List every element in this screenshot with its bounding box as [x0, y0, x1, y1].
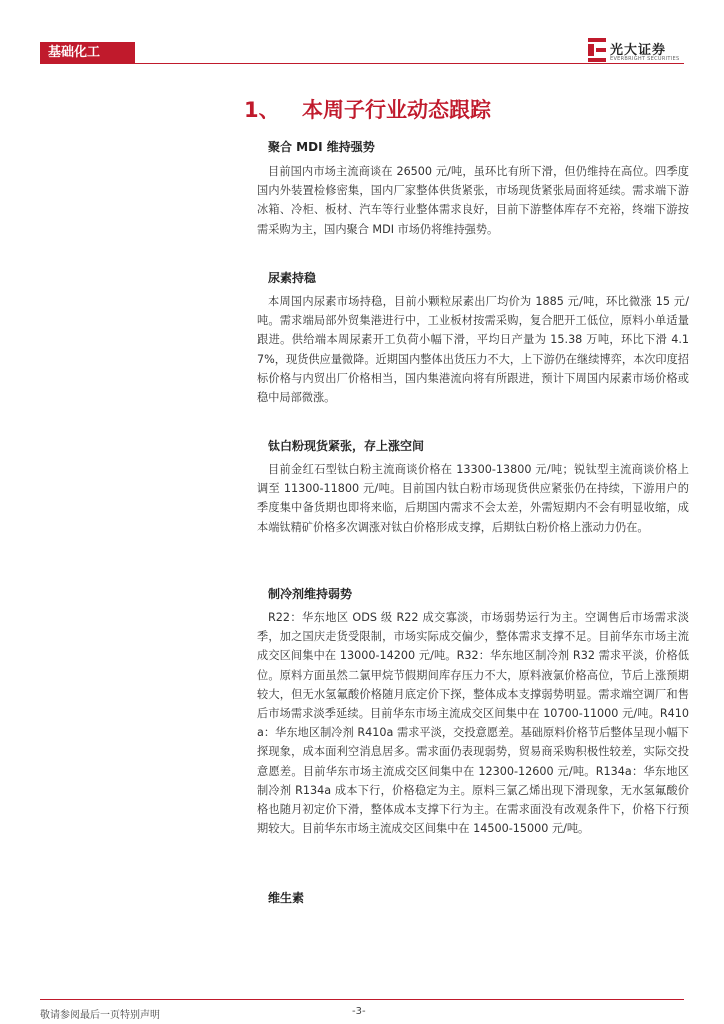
footer-divider: [40, 999, 684, 1000]
subsection-heading-urea: 尿素持稳: [268, 271, 317, 285]
company-logo: [588, 38, 688, 66]
page-number: -3-: [352, 1006, 366, 1017]
subsection-heading-tio2: 钛白粉现货紧张，存上涨空间: [268, 439, 425, 453]
section-number: 1、: [244, 98, 280, 122]
logo-text-cn: 光大证券: [610, 43, 667, 58]
subsection-body-refrigerant: R22：华东地区 ODS 级 R22 成交寡淡，市场弱势运行为主。空调售后市场需求淡季，加之国庆走货受限制，市场实际成交偏少，整体需求支撑不足。目前华东市场主流成交区间集中在 13000-14200 元/吨。R32：华东地区制冷剂 R32 需求平淡，价格低位。原料方面虽然二氯甲烷节假期间库存压力不大，原料液氯价格高位，节后上涨预期较大，但无水氢氟酸价格随月底定价下探，整体成本支撑弱势明显。需求端空调厂和售后市场需求淡季延续。目前华东市场主流成交区间集中在 10700-11000 元/吨。R410a：华东地区制冷剂 R410a 需求平淡，交投意愿差。基础原料价格节后整体呈现小幅下探现象，成本面利空消息居多。需求面仍表现弱势，贸易商采购积极性较差，实际交投意愿差。目前华东市场主流成交区间集中在 12300-12600 元/吨。R134a：华东地区制冷剂 R134a 成本下行，价格稳定为主。原料三氯乙烯出现下滑现象，无水氢氟酸价格也随月初定价下滑，整体成本支撑下行为主。在需求面没有改观条件下，价格下行预期较大。目前华东市场主流成交区间集中在 14500-15000 元/吨。: [257, 611, 689, 836]
subsection-heading-refrigerant: 制冷剂维持弱势: [268, 587, 353, 601]
subsection-heading-mdi: 聚合 MDI 维持强势: [268, 140, 375, 154]
everbright-logo-icon: [588, 38, 606, 62]
section-title-text: 本周子行业动态跟踪: [302, 98, 491, 122]
subsection-body-tio2: 目前金红石型钛白粉主流商谈价格在 13300-13800 元/吨；锐钛型主流商谈价格上调至 11300-11800 元/吨。目前国内钛白粉市场现货供应紧张仍在持续，下游用户的季度集中备货期也即将来临，后期国内需求不会太差，外需短期内不会有明显收缩，成本端钛精矿价格多次调涨对钛白价格形成支撑，后期钛白粉价格上涨动力仍在。: [257, 463, 689, 534]
subsection-heading-vitamin: 维生素: [268, 891, 305, 905]
subsection-body-urea: 本周国内尿素市场持稳，目前小颗粒尿素出厂均价为 1885 元/吨，环比微涨 15 元/吨。需求端局部外贸集港进行中，工业板材按需采购，复合肥开工低位，原料小单适量跟进。供给端本周尿素开工负荷小幅下滑，平均日产量为 15.38 万吨，环比下滑 4.17%，现货供应量微降。近期国内整体出货压力不大，上下游仍在继续博弈，本次印度招标价格与内贸出厂价格相当，国内集港流向将有所跟进，预计下周国内尿素市场价格或稳中局部微涨。: [257, 295, 689, 405]
report-category-badge: 基础化工: [40, 42, 135, 64]
footer-disclaimer: 敬请参阅最后一页特别声明: [40, 1010, 160, 1021]
section-title: [244, 94, 491, 124]
subsection-body-mdi: 目前国内市场主流商谈在 26500 元/吨，虽环比有所下滑，但仍维持在高位。四季度国内外装置检修密集，国内厂家整体供货紧张，市场现货紧张局面将延续。需求端下游冰箱、冷柜、板材、汽车等行业整体需求良好，目前下游整体库存不充裕，终端下游按需采购为主，国内聚合 MDI 市场仍将维持强势。: [257, 165, 689, 236]
logo-text-en: EVERBRIGHT SECURITIES: [610, 56, 680, 62]
